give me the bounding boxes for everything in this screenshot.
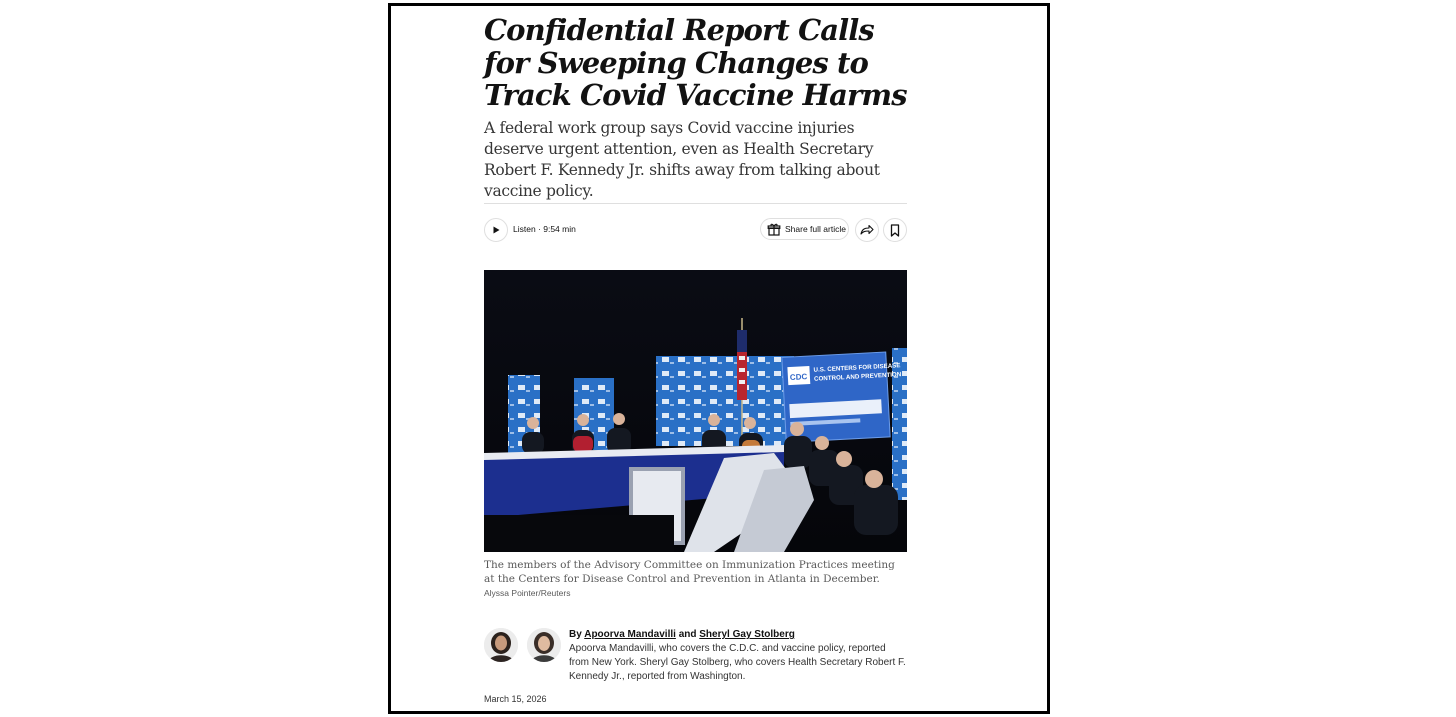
headline: Confidential Report Calls for Sweeping Changes to Track Covid Vaccine Harms xyxy=(484,13,907,112)
divider xyxy=(484,203,907,204)
author-avatar-mandavilli[interactable] xyxy=(484,628,518,662)
author-link-mandavilli[interactable]: Apoorva Mandavilli xyxy=(584,629,676,640)
bookmark-icon xyxy=(890,224,900,237)
share-label: Share full article xyxy=(785,224,846,234)
share-button[interactable] xyxy=(855,218,879,242)
article-toolbar xyxy=(484,218,907,242)
article-frame xyxy=(388,3,1050,714)
share-full-article-button[interactable] xyxy=(760,218,849,240)
avatar-image xyxy=(484,628,518,662)
photo-caption: The members of the Advisory Committee on Immunization Practices meeting at the Centers for Disease Control and Prevention in Atlanta in December. xyxy=(484,559,895,585)
photo-credit: Alyssa Pointer/Reuters xyxy=(484,588,571,598)
screen-text-1: U.S. CENTERS FOR DISEASE xyxy=(813,362,901,374)
article-column xyxy=(484,6,907,704)
listen-button[interactable] xyxy=(484,218,508,242)
screen-logo: CDC xyxy=(789,372,808,383)
photo-caption-block xyxy=(484,558,907,600)
summary: A federal work group says Covid vaccine injuries deserve urgent attention, even as Health Secretary Robert F. Kennedy Jr. shifts away from talking about vaccine policy. xyxy=(484,118,880,200)
byline-bio: Apoorva Mandavilli, who covers the C.D.C. and vaccine policy, reported from New York. Sheryl Gay Stolberg, who covers Health Secretary Robert F. Kennedy Jr., reported from Washington. xyxy=(569,643,906,682)
byline-block xyxy=(484,628,907,688)
author-avatar-stolberg[interactable] xyxy=(527,628,561,662)
screen-text-2: CONTROL AND PREVENTION xyxy=(813,371,902,383)
avatar-image xyxy=(527,628,561,662)
meeting-photo xyxy=(484,270,907,552)
share-arrow-icon xyxy=(860,224,874,236)
byline-prefix: By xyxy=(569,629,582,640)
author-link-stolberg[interactable]: Sheryl Gay Stolberg xyxy=(699,629,795,640)
article-photo xyxy=(484,270,907,552)
publish-date: March 15, 2026 xyxy=(484,694,547,704)
byline-authors xyxy=(569,628,907,642)
byline-text xyxy=(569,628,907,684)
play-icon xyxy=(491,225,501,235)
gift-icon xyxy=(767,222,781,236)
byline-conjunction: and xyxy=(678,629,697,640)
save-button[interactable] xyxy=(883,218,907,242)
listen-label[interactable]: Listen · 9:54 min xyxy=(513,224,576,234)
